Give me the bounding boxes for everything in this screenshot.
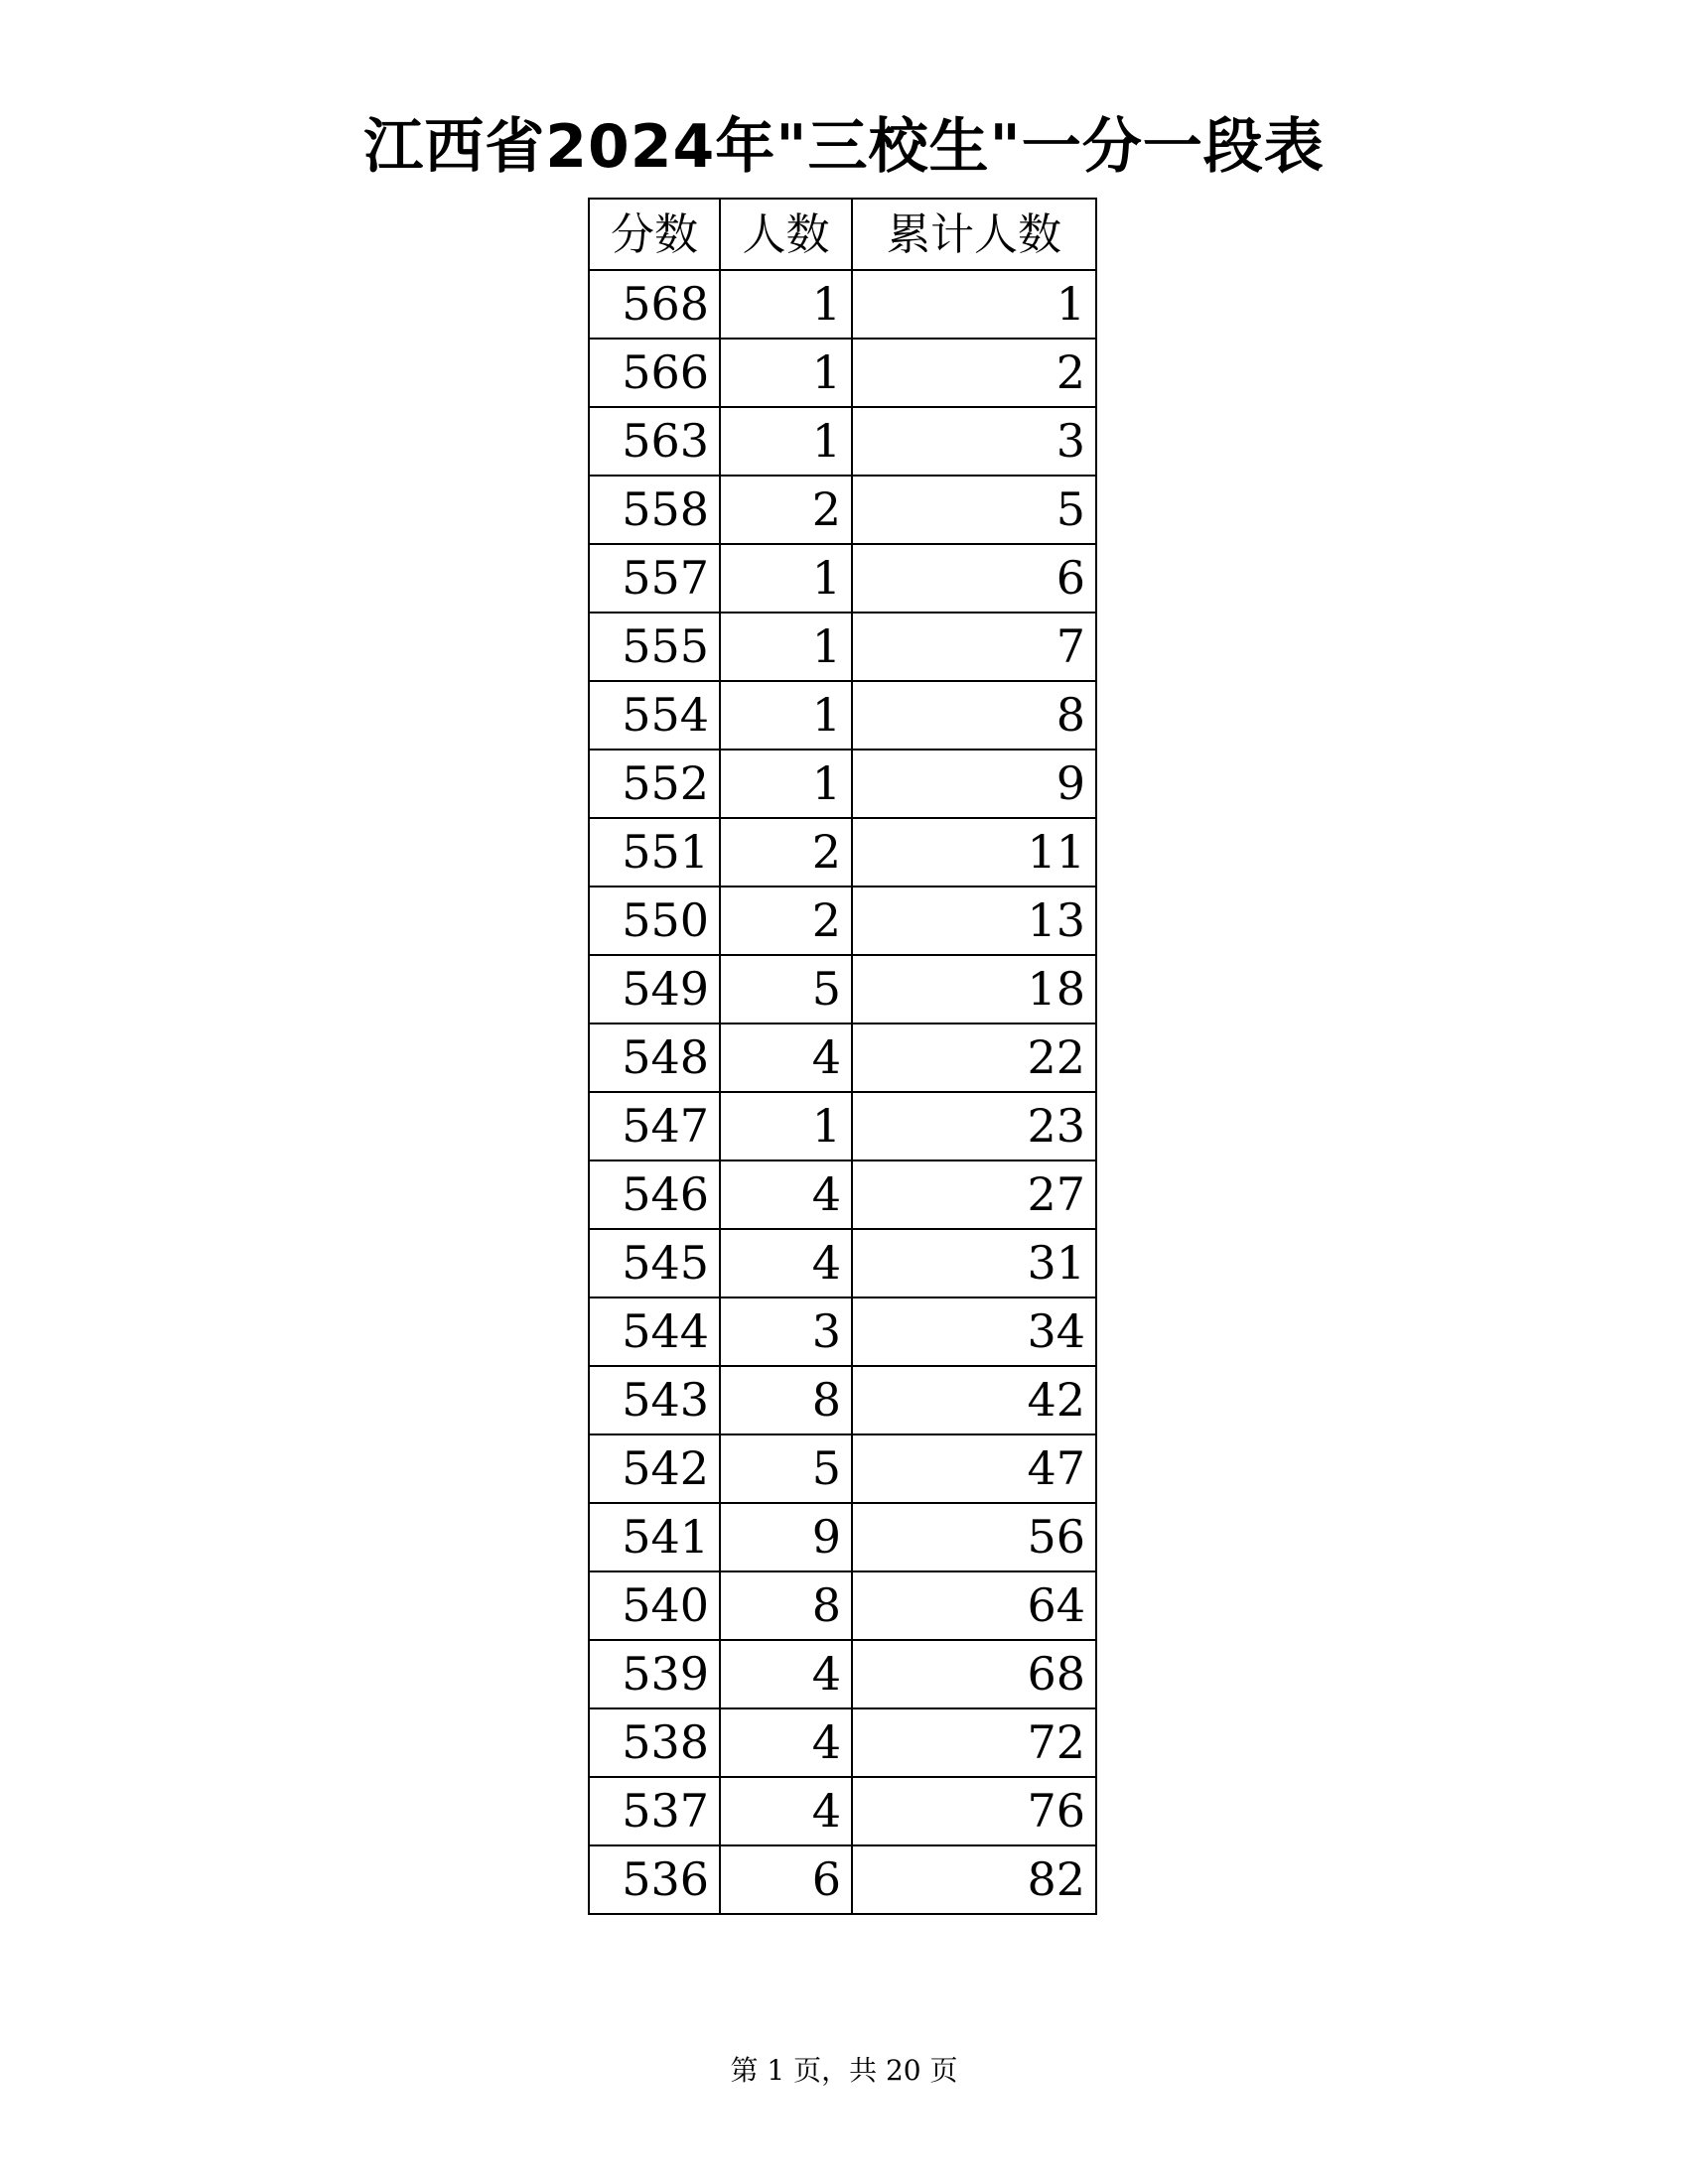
table-row bbox=[589, 1092, 1096, 1160]
table-row bbox=[589, 1503, 1096, 1571]
count-cell: 8 bbox=[720, 1366, 852, 1434]
table-row bbox=[589, 1571, 1096, 1640]
score-cell: 552 bbox=[589, 750, 720, 818]
score-cell: 544 bbox=[589, 1297, 720, 1366]
count-cell: 9 bbox=[720, 1503, 852, 1571]
table-row bbox=[589, 1366, 1096, 1434]
count-cell: 6 bbox=[720, 1845, 852, 1914]
cumulative-cell: 9 bbox=[852, 750, 1096, 818]
count-cell: 2 bbox=[720, 476, 852, 544]
score-cell: 540 bbox=[589, 1571, 720, 1640]
count-cell: 2 bbox=[720, 818, 852, 887]
count-cell: 4 bbox=[720, 1160, 852, 1229]
score-cell: 548 bbox=[589, 1024, 720, 1092]
cumulative-cell: 34 bbox=[852, 1297, 1096, 1366]
cumulative-cell: 31 bbox=[852, 1229, 1096, 1297]
table-row bbox=[589, 1434, 1096, 1503]
cumulative-cell: 27 bbox=[852, 1160, 1096, 1229]
table-row bbox=[589, 270, 1096, 339]
count-cell: 1 bbox=[720, 270, 852, 339]
column-header-score: 分数 bbox=[589, 199, 720, 270]
count-cell: 3 bbox=[720, 1297, 852, 1366]
table-row bbox=[589, 750, 1096, 818]
cumulative-cell: 5 bbox=[852, 476, 1096, 544]
table-header-row bbox=[589, 199, 1096, 270]
table-row bbox=[589, 476, 1096, 544]
count-cell: 8 bbox=[720, 1571, 852, 1640]
score-cell: 546 bbox=[589, 1160, 720, 1229]
count-cell: 4 bbox=[720, 1229, 852, 1297]
count-cell: 1 bbox=[720, 613, 852, 681]
cumulative-cell: 56 bbox=[852, 1503, 1096, 1571]
cumulative-cell: 82 bbox=[852, 1845, 1096, 1914]
table-row bbox=[589, 1297, 1096, 1366]
score-cell: 542 bbox=[589, 1434, 720, 1503]
cumulative-cell: 23 bbox=[852, 1092, 1096, 1160]
count-cell: 4 bbox=[720, 1024, 852, 1092]
column-header-count: 人数 bbox=[720, 199, 852, 270]
table-row bbox=[589, 544, 1096, 613]
table-row bbox=[589, 1229, 1096, 1297]
table-row bbox=[589, 1160, 1096, 1229]
table-row bbox=[589, 681, 1096, 750]
count-cell: 1 bbox=[720, 339, 852, 407]
cumulative-cell: 8 bbox=[852, 681, 1096, 750]
score-cell: 566 bbox=[589, 339, 720, 407]
score-cell: 549 bbox=[589, 955, 720, 1024]
cumulative-cell: 68 bbox=[852, 1640, 1096, 1708]
count-cell: 4 bbox=[720, 1777, 852, 1845]
table-row bbox=[589, 407, 1096, 476]
score-cell: 539 bbox=[589, 1640, 720, 1708]
cumulative-cell: 3 bbox=[852, 407, 1096, 476]
count-cell: 5 bbox=[720, 1434, 852, 1503]
count-cell: 5 bbox=[720, 955, 852, 1024]
count-cell: 4 bbox=[720, 1640, 852, 1708]
cumulative-cell: 18 bbox=[852, 955, 1096, 1024]
score-cell: 554 bbox=[589, 681, 720, 750]
score-cell: 538 bbox=[589, 1708, 720, 1777]
count-cell: 2 bbox=[720, 887, 852, 955]
cumulative-cell: 42 bbox=[852, 1366, 1096, 1434]
table-body bbox=[589, 270, 1096, 1914]
score-cell: 551 bbox=[589, 818, 720, 887]
score-cell: 558 bbox=[589, 476, 720, 544]
cumulative-cell: 47 bbox=[852, 1434, 1096, 1503]
table-row bbox=[589, 1708, 1096, 1777]
page-title: 江西省2024年"三校生"一分一段表 bbox=[363, 112, 1325, 182]
count-cell: 1 bbox=[720, 407, 852, 476]
count-cell: 1 bbox=[720, 750, 852, 818]
count-cell: 1 bbox=[720, 544, 852, 613]
cumulative-cell: 22 bbox=[852, 1024, 1096, 1092]
score-cell: 543 bbox=[589, 1366, 720, 1434]
table-row bbox=[589, 1024, 1096, 1092]
cumulative-cell: 13 bbox=[852, 887, 1096, 955]
cumulative-cell: 64 bbox=[852, 1571, 1096, 1640]
score-cell: 568 bbox=[589, 270, 720, 339]
score-cell: 541 bbox=[589, 1503, 720, 1571]
count-cell: 1 bbox=[720, 681, 852, 750]
score-cell: 536 bbox=[589, 1845, 720, 1914]
count-cell: 1 bbox=[720, 1092, 852, 1160]
cumulative-cell: 11 bbox=[852, 818, 1096, 887]
cumulative-cell: 7 bbox=[852, 613, 1096, 681]
table-row bbox=[589, 1640, 1096, 1708]
score-cell: 537 bbox=[589, 1777, 720, 1845]
score-cell: 545 bbox=[589, 1229, 720, 1297]
cumulative-cell: 2 bbox=[852, 339, 1096, 407]
column-header-cumulative: 累计人数 bbox=[852, 199, 1096, 270]
table-row bbox=[589, 955, 1096, 1024]
table-row bbox=[589, 887, 1096, 955]
score-cell: 557 bbox=[589, 544, 720, 613]
page-footer: 第 1 页，共 20 页 bbox=[730, 2054, 958, 2087]
table-row bbox=[589, 1777, 1096, 1845]
table-row bbox=[589, 613, 1096, 681]
count-cell: 4 bbox=[720, 1708, 852, 1777]
score-cell: 563 bbox=[589, 407, 720, 476]
score-cell: 547 bbox=[589, 1092, 720, 1160]
table-row bbox=[589, 818, 1096, 887]
cumulative-cell: 6 bbox=[852, 544, 1096, 613]
cumulative-cell: 1 bbox=[852, 270, 1096, 339]
score-cell: 550 bbox=[589, 887, 720, 955]
table-row bbox=[589, 1845, 1096, 1914]
cumulative-cell: 76 bbox=[852, 1777, 1096, 1845]
score-cell: 555 bbox=[589, 613, 720, 681]
cumulative-cell: 72 bbox=[852, 1708, 1096, 1777]
table-row bbox=[589, 339, 1096, 407]
score-distribution-table bbox=[588, 198, 1097, 1915]
